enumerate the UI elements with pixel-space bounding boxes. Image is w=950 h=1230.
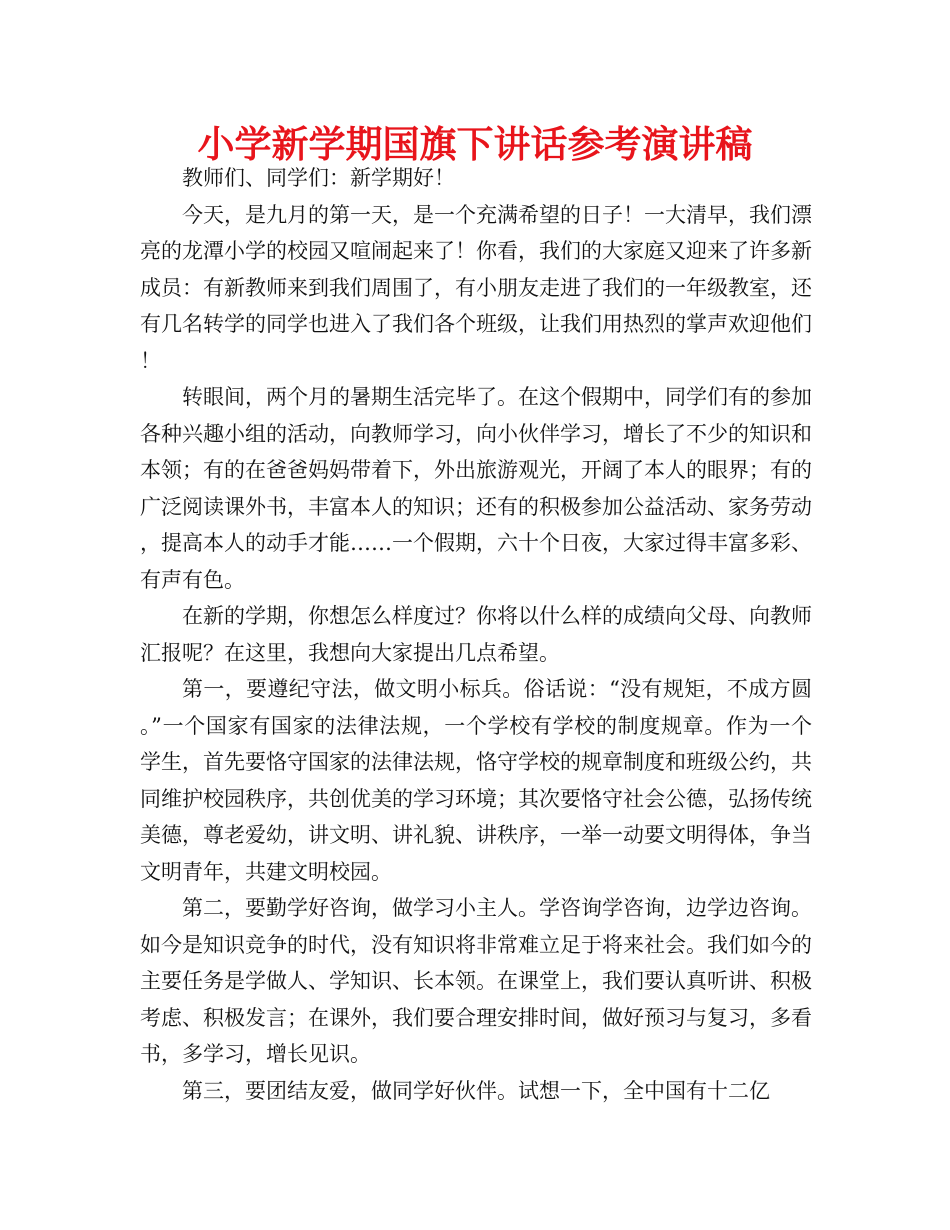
paragraph-opening: 今天，是九月的第一天，是一个充满希望的日子！一大清早，我们漂亮的龙潭小学的校园又喧闹起来了！你看，我们的大家庭又迎来了许多新成员：有新教师来到我们周围了，有小朋友走进了我们的一年级教室，还有几名转学的同学也进入了我们各个班级，让我们用热烈的掌声欢迎他们！ [140,202,812,373]
document-body [140,160,812,1109]
document-title: 小学新学期国旗下讲话参考演讲稿 [197,123,753,166]
paragraph-summer: 转眼间，两个月的暑期生活完毕了。在这个假期中，同学们有的参加各种兴趣小组的活动，向教师学习，向小伙伴学习，增长了不少的知识和本领；有的在爸爸妈妈带着下，外出旅游观光，开阔了本人的眼界；有的广泛阅读课外书，丰富本人的知识；还有的积极参加公益活动、家务劳动，提高本人的动手才能……一个假期，六十个日夜，大家过得丰富多彩、有声有色。 [140,385,812,592]
paragraph-point-two: 第二，要勤学好咨询，做学习小主人。学咨询学咨询，边学边咨询。如今是知识竞争的时代，没有知识将非常难立足于将来社会。我们如今的主要任务是学做人、学知识、长本领。在课堂上，我们要认真听讲、积极考虑、积极发言；在课外，我们要合理安排时间，做好预习与复习，多看书，多学习，增长见识。 [140,896,812,1066]
paragraph-question: 在新的学期，你想怎么样度过？你将以什么样的成绩向父母、向教师汇报呢？在这里，我想向大家提出几点希望。 [140,604,812,665]
paragraph-greeting: 教师们、同学们：新学期好！ [182,166,455,190]
paragraph-point-three: 第三，要团结友爱，做同学好伙伴。试想一下，全中国有十二亿 [182,1078,770,1103]
paragraph-point-one: 第一，要遵纪守法，做文明小标兵。俗话说：“没有规矩，不成方圆。”一个国家有国家的法律法规，一个学校有学校的制度规章。作为一个学生，首先要恪守国家的法律法规，恪守学校的规章制度和班级公约，共同维护校园秩序，共创优美的学习环境；其次要恪守社会公德，弘扬传统美德，尊老爱幼，讲文明、讲礼貌、讲秩序，一举一动要文明得体，争当文明青年，共建文明校园。 [140,677,812,884]
